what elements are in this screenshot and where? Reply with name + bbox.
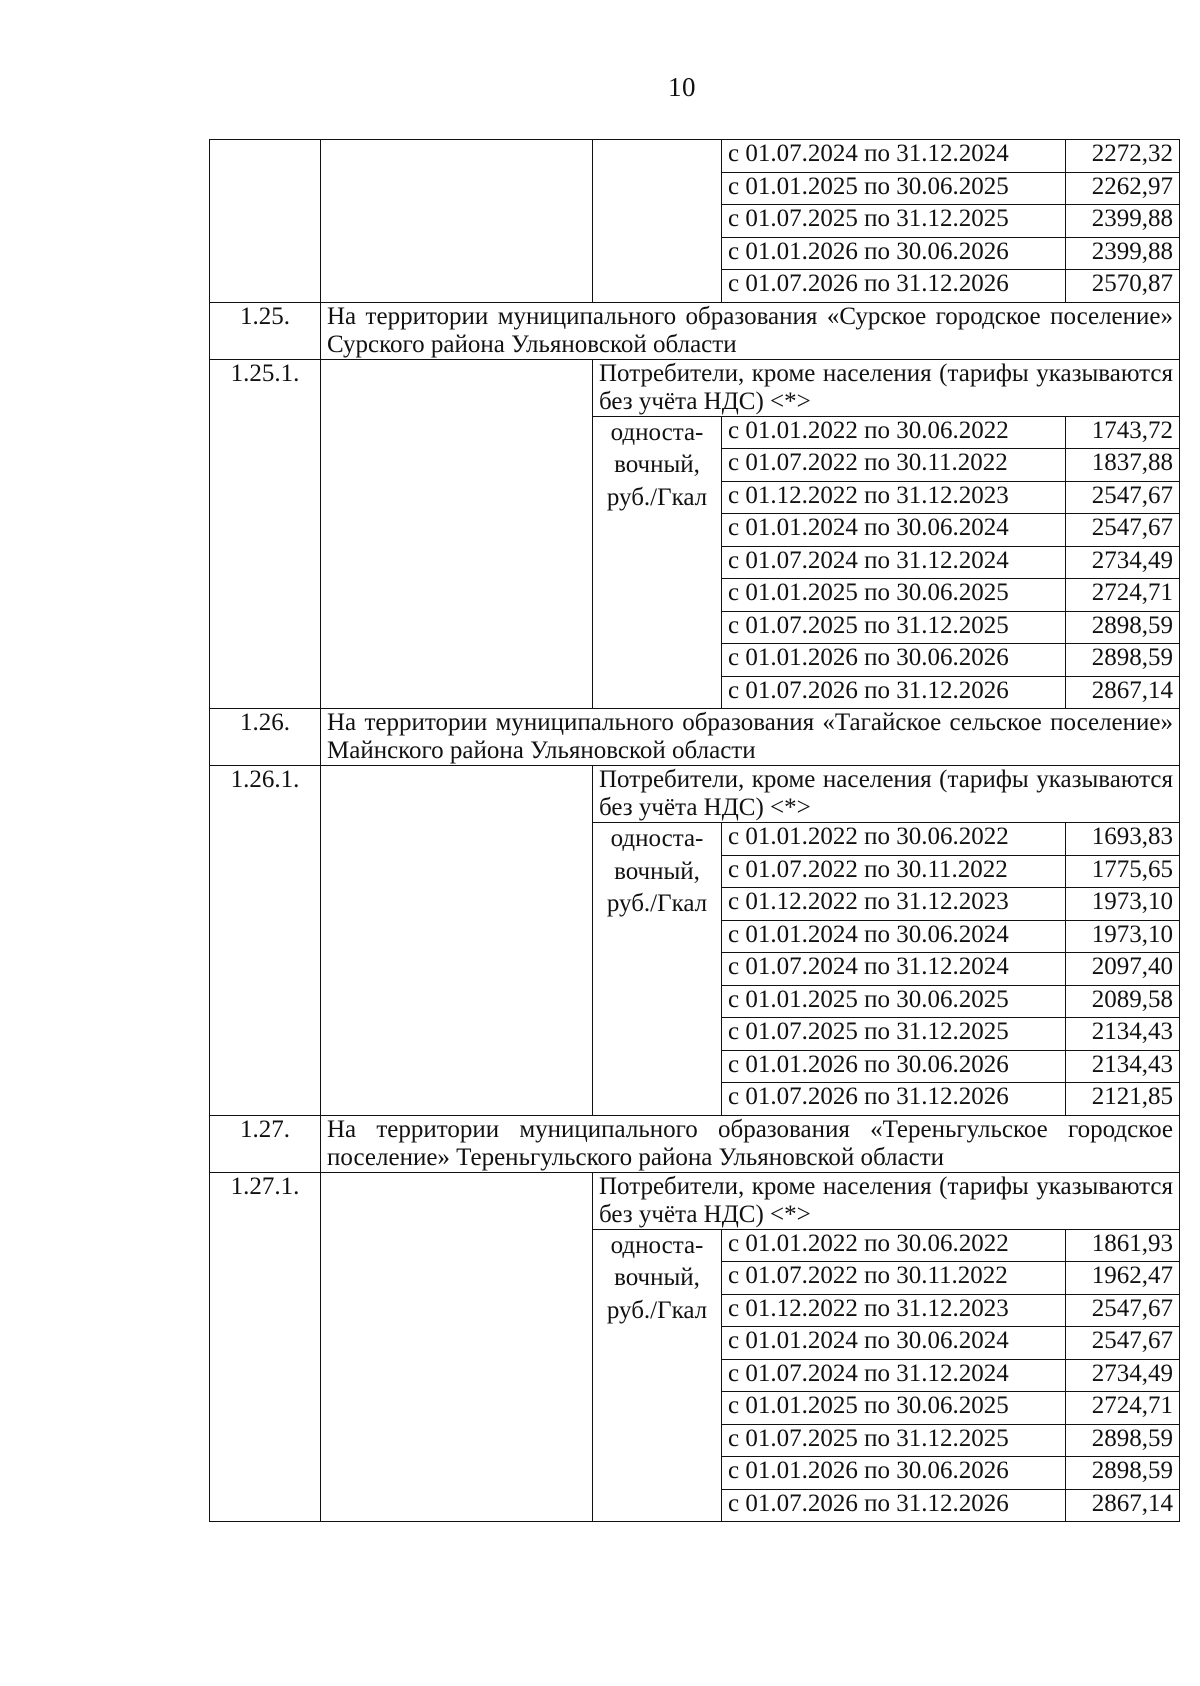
period-cell: с 01.12.2022 по 31.12.2023 (722, 888, 1066, 921)
period-cell: с 01.07.2026 по 31.12.2026 (722, 270, 1066, 303)
period-cell: с 01.07.2024 по 31.12.2024 (722, 1359, 1066, 1392)
period-cell: с 01.01.2024 по 30.06.2024 (722, 514, 1066, 547)
period-cell: с 01.07.2022 по 30.11.2022 (722, 449, 1066, 482)
period-cell: с 01.12.2022 по 31.12.2023 (722, 481, 1066, 514)
period-cell: с 01.07.2025 по 31.12.2025 (722, 1424, 1066, 1457)
unit-cell: односта-вочный, руб./Гкал (593, 416, 722, 709)
subsection-row (210, 359, 1180, 416)
period-cell: с 01.01.2024 по 30.06.2024 (722, 1327, 1066, 1360)
tariff-value-cell: 2547,67 (1066, 1327, 1180, 1360)
period-cell: с 01.07.2025 по 31.12.2025 (722, 611, 1066, 644)
section-heading-row (210, 302, 1180, 359)
tariff-value-cell: 2134,43 (1066, 1050, 1180, 1083)
section-title: На территории муниципального образования «Тереньгульское городское поселение» Тереньгульского района Ульяновской области (321, 1115, 1180, 1172)
subsection-row (210, 766, 1180, 823)
section-code: 1.27. (210, 1115, 321, 1172)
tariff-value-cell: 2262,97 (1066, 172, 1180, 205)
period-cell: с 01.07.2026 по 31.12.2026 (722, 676, 1066, 709)
tariff-value-cell: 2547,67 (1066, 481, 1180, 514)
tariff-value-cell: 2898,59 (1066, 1424, 1180, 1457)
period-cell: с 01.01.2022 по 30.06.2022 (722, 416, 1066, 449)
tariff-value-cell: 2570,87 (1066, 270, 1180, 303)
tariff-value-cell: 2734,49 (1066, 1359, 1180, 1392)
section-heading-row (210, 709, 1180, 766)
tariff-value-cell: 1775,65 (1066, 855, 1180, 888)
tariff-value-cell: 2399,88 (1066, 205, 1180, 238)
period-cell: с 01.01.2026 по 30.06.2026 (722, 237, 1066, 270)
tariff-value-cell: 2898,59 (1066, 644, 1180, 677)
tariff-value-cell: 2097,40 (1066, 953, 1180, 986)
blank-cell (321, 140, 593, 303)
period-cell: с 01.01.2025 по 30.06.2025 (722, 1392, 1066, 1425)
unit-cell: односта-вочный, руб./Гкал (593, 1229, 722, 1522)
tariff-value-cell: 2089,58 (1066, 985, 1180, 1018)
tariff-table-body (210, 140, 1180, 1522)
period-cell: с 01.01.2022 по 30.06.2022 (722, 1229, 1066, 1262)
period-cell: с 01.01.2026 по 30.06.2026 (722, 644, 1066, 677)
section-code: 1.26. (210, 709, 321, 766)
unit-cell-empty (593, 140, 722, 303)
tariff-value-cell: 2134,43 (1066, 1018, 1180, 1051)
section-title: На территории муниципального образования «Тагайское сельское поселение» Майнского района Ульяновской области (321, 709, 1180, 766)
tariff-value-cell: 1973,10 (1066, 920, 1180, 953)
table-row (210, 140, 1180, 173)
tariff-value-cell: 2734,49 (1066, 546, 1180, 579)
tariff-value-cell: 2724,71 (1066, 1392, 1180, 1425)
subsection-code: 1.26.1. (210, 766, 321, 1116)
tariff-value-cell: 2898,59 (1066, 1457, 1180, 1490)
subsection-code: 1.27.1. (210, 1172, 321, 1522)
unit-cell: односта-вочный, руб./Гкал (593, 823, 722, 1116)
period-cell: с 01.07.2022 по 30.11.2022 (722, 1262, 1066, 1295)
period-cell: с 01.01.2024 по 30.06.2024 (722, 920, 1066, 953)
tariff-value-cell: 2547,67 (1066, 1294, 1180, 1327)
blank-cell (321, 766, 593, 1116)
section-title: На территории муниципального образования «Сурское городское поселение» Сурского района Ульяновской области (321, 302, 1180, 359)
period-cell: с 01.07.2024 по 31.12.2024 (722, 140, 1066, 173)
tariff-value-cell: 1962,47 (1066, 1262, 1180, 1295)
period-cell: с 01.01.2022 по 30.06.2022 (722, 823, 1066, 856)
tariff-value-cell: 1837,88 (1066, 449, 1180, 482)
period-cell: с 01.07.2024 по 31.12.2024 (722, 546, 1066, 579)
tariff-value-cell: 1693,83 (1066, 823, 1180, 856)
tariff-value-cell: 2121,85 (1066, 1083, 1180, 1116)
period-cell: с 01.07.2025 по 31.12.2025 (722, 205, 1066, 238)
tariff-value-cell: 2724,71 (1066, 579, 1180, 612)
tariff-value-cell: 2867,14 (1066, 1489, 1180, 1522)
period-cell: с 01.07.2026 по 31.12.2026 (722, 1083, 1066, 1116)
tariff-value-cell: 1743,72 (1066, 416, 1180, 449)
tariff-value-cell: 2272,32 (1066, 140, 1180, 173)
period-cell: с 01.07.2026 по 31.12.2026 (722, 1489, 1066, 1522)
tariff-table (209, 139, 1180, 1522)
tariff-value-cell: 1973,10 (1066, 888, 1180, 921)
period-cell: с 01.01.2026 по 30.06.2026 (722, 1457, 1066, 1490)
consumer-description: Потребители, кроме населения (тарифы указываются без учёта НДС) <*> (593, 1172, 1180, 1229)
period-cell: с 01.07.2025 по 31.12.2025 (722, 1018, 1066, 1051)
period-cell: с 01.01.2025 по 30.06.2025 (722, 579, 1066, 612)
tariff-value-cell: 2547,67 (1066, 514, 1180, 547)
period-cell: с 01.01.2026 по 30.06.2026 (722, 1050, 1066, 1083)
section-heading-row (210, 1115, 1180, 1172)
blank-cell (321, 1172, 593, 1522)
period-cell: с 01.01.2025 по 30.06.2025 (722, 172, 1066, 205)
blank-cell (321, 359, 593, 709)
consumer-description: Потребители, кроме населения (тарифы указываются без учёта НДС) <*> (593, 359, 1180, 416)
tariff-value-cell: 2898,59 (1066, 611, 1180, 644)
tariff-value-cell: 2399,88 (1066, 237, 1180, 270)
tariff-value-cell: 1861,93 (1066, 1229, 1180, 1262)
subsection-code: 1.25.1. (210, 359, 321, 709)
tariff-value-cell: 2867,14 (1066, 676, 1180, 709)
subsection-row (210, 1172, 1180, 1229)
section-code: 1.25. (210, 302, 321, 359)
period-cell: с 01.12.2022 по 31.12.2023 (722, 1294, 1066, 1327)
period-cell: с 01.07.2024 по 31.12.2024 (722, 953, 1066, 986)
period-cell: с 01.07.2022 по 30.11.2022 (722, 855, 1066, 888)
period-cell: с 01.01.2025 по 30.06.2025 (722, 985, 1066, 1018)
code-cell-empty (210, 140, 321, 303)
page-number: 10 (668, 72, 696, 102)
consumer-description: Потребители, кроме населения (тарифы указываются без учёта НДС) <*> (593, 766, 1180, 823)
